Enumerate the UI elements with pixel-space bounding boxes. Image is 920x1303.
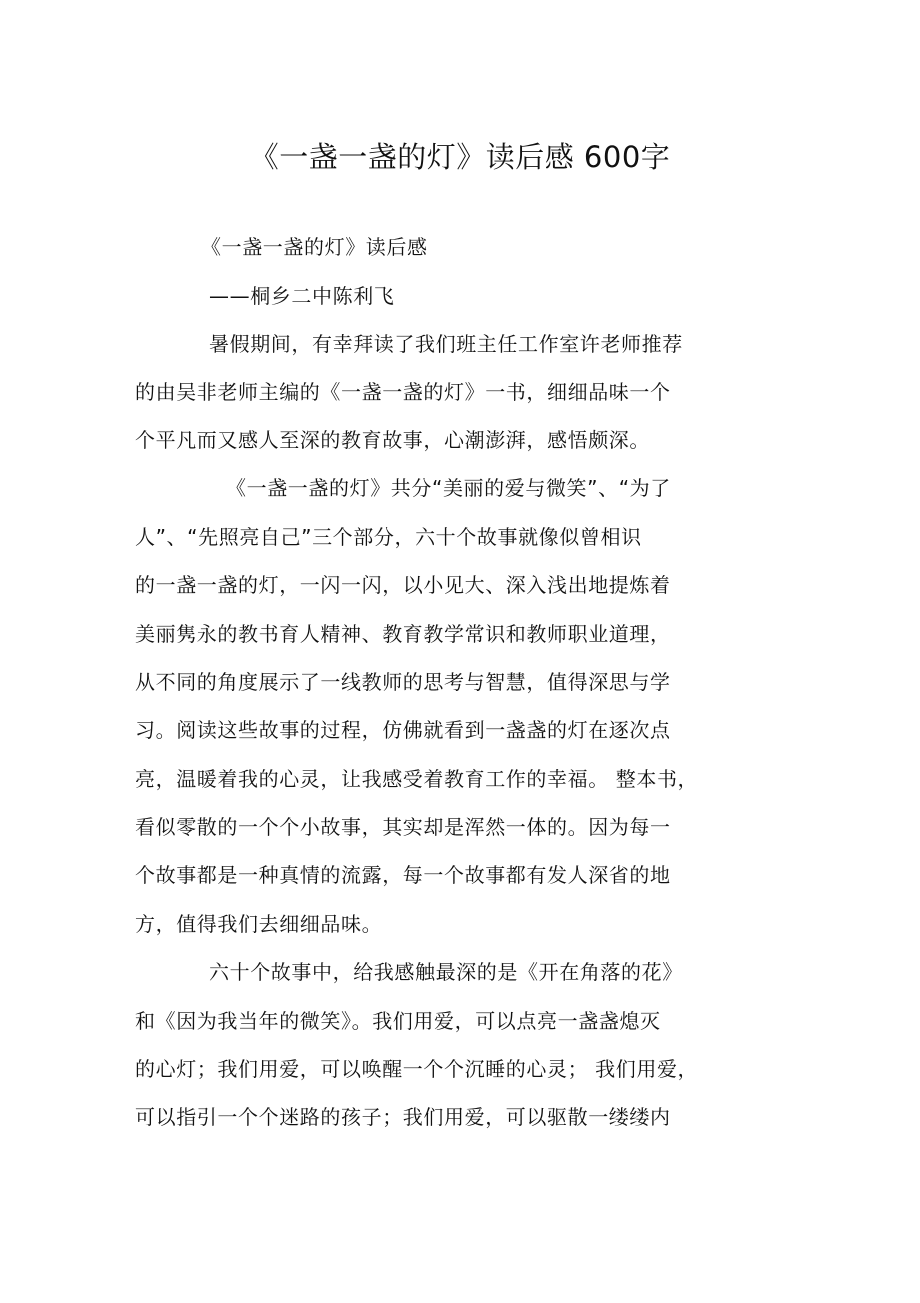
body-line: 方，值得我们去细细品味。 [135,912,383,936]
body-line: 个故事都是一种真情的流露，每一个故事都有发人深省的地 [135,863,671,887]
body-line: 个平凡而又感人至深的教育故事，心潮澎湃，感悟颇深。 [135,428,650,452]
body-line: 的心灯；我们用爱，可以唤醒一个个沉睡的心灵； 我们用爱， [135,1057,699,1081]
body-line: 习。阅读这些故事的过程，仿佛就看到一盏盏的灯在逐次点 [135,718,671,742]
document-subtitle: 《一盏一盏的灯》读后感 [201,235,428,259]
body-line: 亮，温暖着我的心灵，让我感受着教育工作的幸福。 整本书， [135,767,699,791]
body-line: 从不同的角度展示了一线教师的思考与智慧，值得深思与学 [135,670,671,694]
body-line: 的由吴非老师主编的《一盏一盏的灯》一书，细细品味一个 [135,380,671,404]
body-line: 的一盏一盏的灯，一闪一闪，以小见大、深入浅出地提炼着 [135,573,671,597]
body-line: 六十个故事中，给我感触最深的是《开在角落的花》 [209,960,683,984]
document-title: 《一盏一盏的灯》读后感 600字 [249,140,671,174]
body-line: 可以指引一个个迷路的孩子；我们用爱，可以驱散一缕缕内 [135,1105,671,1129]
body-line: 美丽隽永的教书育人精神、教育教学常识和教师职业道理， [135,622,671,646]
body-line: 暑假期间，有幸拜读了我们班主任工作室许老师推荐 [209,332,683,356]
author-line: ——桐乡二中陈利飞 [209,284,395,308]
body-line: 人”、“先照亮自己”三个部分，六十个故事就像似曾相识 [135,525,642,549]
body-line: 和《因为我当年的微笑》。我们用爱，可以点亮一盏盏熄灭 [135,1009,661,1033]
body-line: 《一盏一盏的灯》共分“美丽的爱与微笑”、“为了 [226,476,671,500]
body-line: 看似零散的一个个小故事，其实却是浑然一体的。因为每一 [135,815,671,839]
